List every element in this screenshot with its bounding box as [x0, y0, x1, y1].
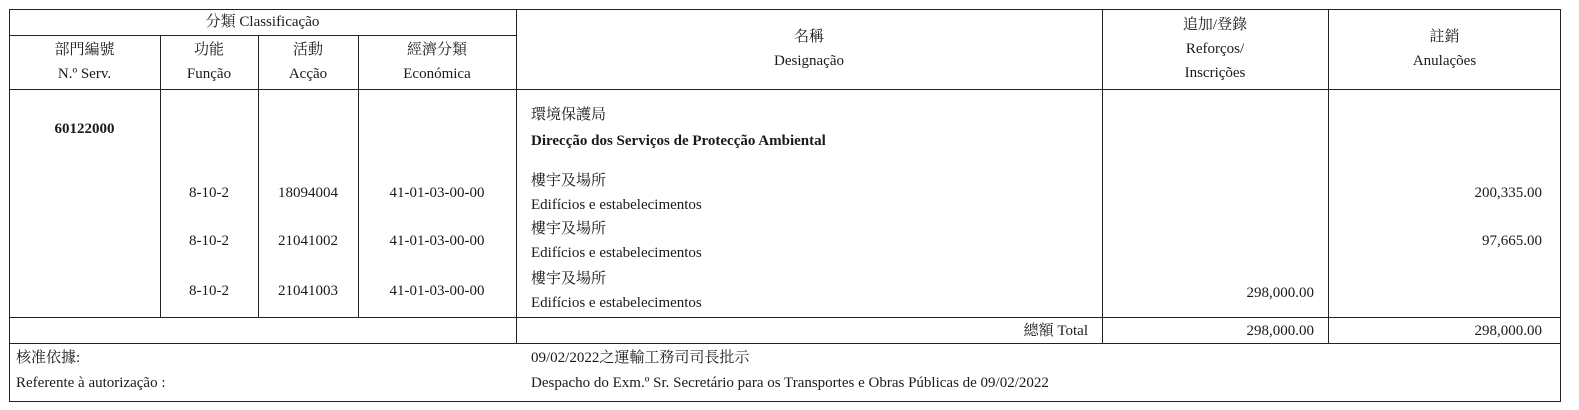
- row-funcao: 8-10-2: [189, 185, 229, 201]
- service-code: 60122000: [54, 121, 115, 137]
- row-accao: 21041002: [278, 233, 338, 249]
- service-name-zh: 環境保護局: [531, 107, 607, 123]
- header-des-zh: 名稱: [793, 29, 824, 45]
- total-reforcos: 298,000.00: [1246, 323, 1314, 339]
- row-designation-zh: 樓宇及場所: [531, 221, 607, 237]
- service-name-pt: Direcção dos Serviços de Protecção Ambiental: [531, 133, 826, 149]
- authorization-label-pt: Referente à autorização :: [16, 375, 166, 391]
- authorization-label-zh: 核准依據:: [16, 350, 81, 366]
- authorization-text-zh: 09/02/2022之運輸工務司司長批示: [531, 350, 750, 366]
- header-func-pt: Função: [186, 66, 232, 82]
- header-ref-zh: 追加/登錄: [1182, 17, 1248, 33]
- header-acc-zh: 活動: [292, 42, 323, 58]
- row-economica: 41-01-03-00-00: [389, 233, 485, 249]
- header-eco-pt: Económica: [403, 66, 471, 82]
- row-reforcos: 298,000.00: [1246, 285, 1314, 301]
- row-designation-pt: Edifícios e estabelecimentos: [531, 295, 702, 311]
- total-anulacoes: 298,000.00: [1474, 323, 1542, 339]
- row-anulacoes: 200,335.00: [1474, 185, 1542, 201]
- header-ref-pt2: Inscrições: [1184, 65, 1246, 81]
- row-economica: 41-01-03-00-00: [389, 283, 485, 299]
- header-anu-pt: Anulações: [1412, 53, 1477, 69]
- header-ref-pt1: Reforços/: [1185, 41, 1245, 57]
- header-acc-pt: Acção: [288, 66, 328, 82]
- row-designation-pt: Edifícios e estabelecimentos: [531, 197, 702, 213]
- total-label: 總額 Total: [1023, 323, 1088, 339]
- rule-total-bottom: [9, 343, 1561, 344]
- header-des-pt: Designação: [774, 53, 844, 69]
- row-accao: 21041003: [278, 283, 338, 299]
- header-dept-pt: N.º Serv.: [57, 66, 112, 82]
- row-accao: 18094004: [278, 185, 338, 201]
- row-economica: 41-01-03-00-00: [389, 185, 485, 201]
- header-eco-zh: 經濟分類: [406, 42, 467, 58]
- row-designation-zh: 樓宇及場所: [531, 271, 607, 287]
- header-func-zh: 功能: [193, 42, 224, 58]
- header-dept-zh: 部門編號: [54, 42, 115, 58]
- header-anu-zh: 註銷: [1429, 29, 1460, 45]
- rule-classification-header: [9, 35, 516, 36]
- row-anulacoes: 97,665.00: [1482, 233, 1542, 249]
- row-designation-zh: 樓宇及場所: [531, 173, 607, 189]
- row-funcao: 8-10-2: [189, 233, 229, 249]
- authorization-text-pt: Despacho do Exm.º Sr. Secretário para os Transportes e Obras Públicas de 09/02/2022: [531, 375, 1049, 391]
- row-designation-pt: Edifícios e estabelecimentos: [531, 245, 702, 261]
- header-classification: 分類 Classificação: [205, 14, 320, 30]
- row-funcao: 8-10-2: [189, 283, 229, 299]
